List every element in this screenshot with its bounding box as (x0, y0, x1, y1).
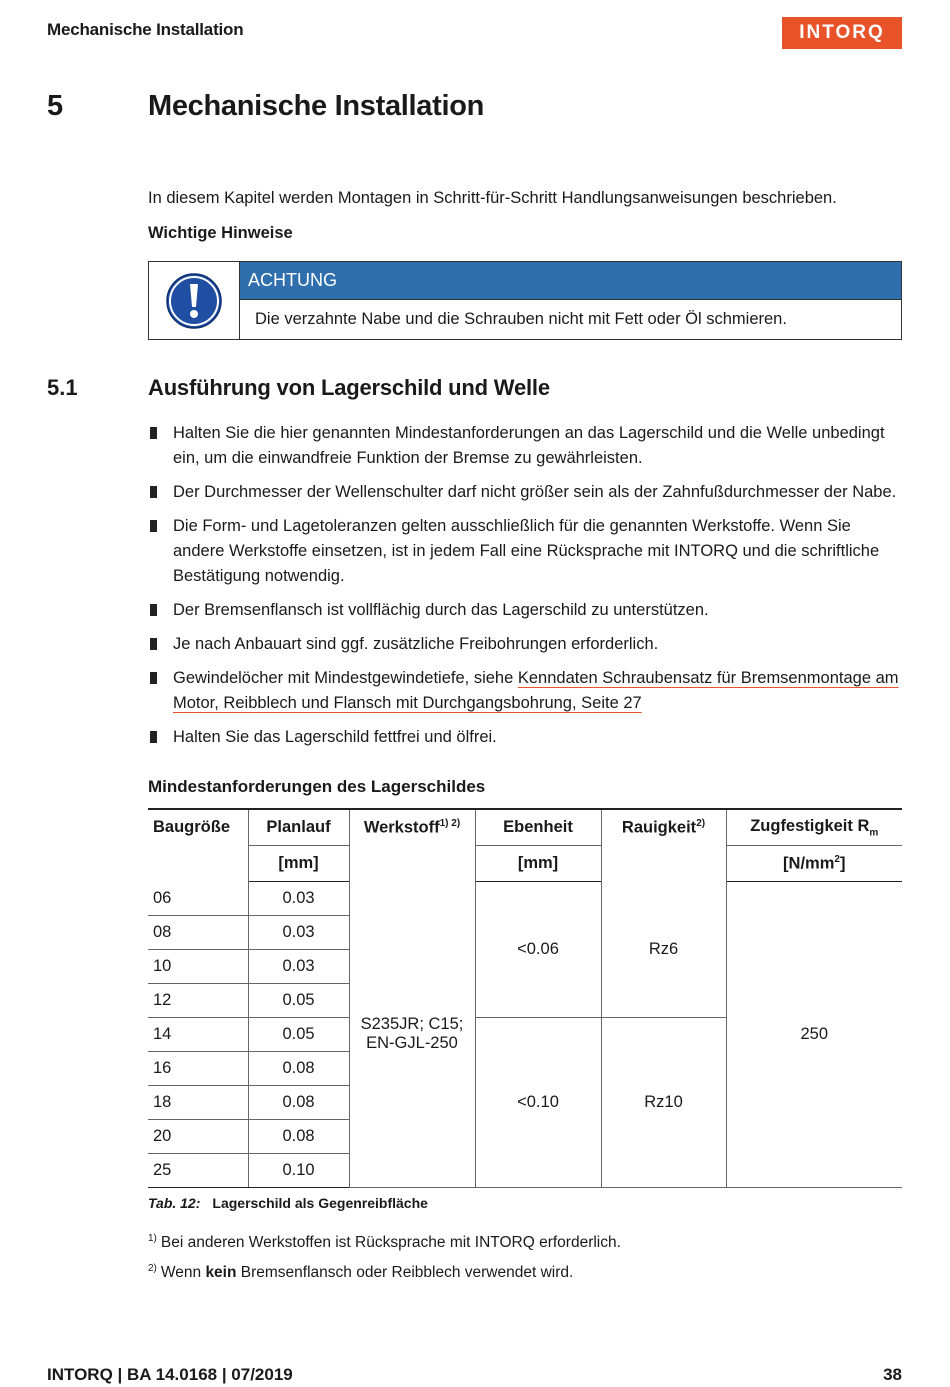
col-header-ebenheit: Ebenheit (475, 809, 601, 846)
footer-doc-info: INTORQ | BA 14.0168 | 07/2019 (47, 1365, 293, 1384)
unit-ebenheit: [mm] (475, 846, 601, 882)
notice-title: ACHTUNG (240, 262, 901, 300)
requirements-table (148, 808, 902, 1188)
cell-size: 08 (148, 916, 248, 950)
cell-planlauf: 0.08 (248, 1052, 349, 1086)
col-header-zugfestigkeit: Zugfestigkeit $R_m$ (726, 809, 902, 846)
cell-planlauf: 0.03 (248, 916, 349, 950)
cell-planlauf: 0.05 (248, 1018, 349, 1052)
bullet-square-icon (150, 731, 157, 743)
cell-size: 06 (148, 882, 248, 916)
bullet-square-icon (150, 638, 157, 650)
exclamation-mark-circle-icon (165, 272, 223, 330)
bullet-square-icon (150, 427, 157, 439)
intro-paragraph: In diesem Kapitel werden Montagen in Schritt-für-Schritt Handlungsanweisungen beschrieben. (148, 189, 837, 207)
col-header-baugroesse: Baugröße (148, 809, 248, 882)
cell-planlauf: 0.08 (248, 1120, 349, 1154)
cell-ebenheit-a: <0.06 (475, 882, 601, 1018)
list-item: Gewindelöcher mit Mindestgewindetiefe, siehe Kenndaten Schraubensatz für Bremsenmontage am Motor, Reibblech und Flansch mit Durchgangsbohrung, Seite 27 (148, 666, 902, 716)
cell-size: 12 (148, 984, 248, 1018)
bullet-square-icon (150, 672, 157, 684)
notice-text: Die verzahnte Nabe und die Schrauben nicht mit Fett oder Öl schmieren. (255, 310, 787, 328)
cell-planlauf: 0.03 (248, 950, 349, 984)
cell-size: 25 (148, 1154, 248, 1188)
section-number: 5.1 (47, 375, 78, 400)
footnote-1: $^{1)}$ Bei anderen Werkstoffen ist Rücksprache mit INTORQ erforderlich. (148, 1233, 621, 1251)
list-item: Halten Sie die hier genannten Mindestanforderungen an das Lagerschild und die Welle unbedingt ein, um die einwandfreie Funktion der Bremse zu gewährleisten. (148, 421, 902, 471)
bullet-square-icon (150, 520, 157, 532)
list-item: Je nach Anbauart sind ggf. zusätzliche Freibohrungen erforderlich. (148, 632, 902, 657)
notes-heading: Wichtige Hinweise (148, 224, 293, 242)
table-caption: Tab. 12: Lagerschild als Gegenreibfläche (148, 1195, 428, 1211)
chapter-title: Mechanische Installation (148, 90, 485, 122)
cell-size: 14 (148, 1018, 248, 1052)
cell-size: 20 (148, 1120, 248, 1154)
list-item: Halten Sie das Lagerschild fettfrei und ölfrei. (148, 725, 902, 750)
cell-size: 16 (148, 1052, 248, 1086)
page-number: 38 (883, 1365, 902, 1384)
cell-planlauf: 0.08 (248, 1086, 349, 1120)
col-header-planlauf: Planlauf (248, 809, 349, 846)
bullet-square-icon (150, 486, 157, 498)
col-header-rauigkeit: Rauigkeit$^{2)}$ (601, 809, 726, 882)
cell-planlauf: 0.05 (248, 984, 349, 1018)
cell-werkstoff: S235JR; C15; EN-GJL-250 (349, 882, 475, 1188)
cell-rauigkeit-b: Rz10 (601, 1018, 726, 1188)
section-title: Ausführung von Lagerschild und Welle (148, 375, 550, 400)
table-title: Mindestanforderungen des Lagerschildes (148, 777, 486, 796)
cross-reference-link[interactable]: Kenndaten Schraubensatz für Bremsenmontage am Motor, Reibblech und Flansch mit Durchgangsbohrung, Seite 27 (173, 669, 899, 712)
footnote-2: $^{2)}$ Wenn kein Bremsenflansch oder Reibblech verwendet wird. (148, 1263, 574, 1281)
cell-zugfestigkeit: 250 (726, 882, 902, 1188)
col-header-werkstoff: Werkstoff$^{1) 2)}$ (349, 809, 475, 882)
cell-rauigkeit-a: Rz6 (601, 882, 726, 1018)
table-row (148, 882, 902, 916)
list-item: Der Durchmesser der Wellenschulter darf nicht größer sein als der Zahnfußdurchmesser der Nabe. (148, 480, 902, 505)
cell-planlauf: 0.03 (248, 882, 349, 916)
chapter-number: 5 (47, 90, 64, 122)
notice-icon-cell (149, 262, 240, 339)
unit-zugfestigkeit: $[N/mm^2]$ (726, 846, 902, 882)
cell-size: 10 (148, 950, 248, 984)
cell-size: 18 (148, 1086, 248, 1120)
unit-planlauf: [mm] (248, 846, 349, 882)
list-item: Die Form- und Lagetoleranzen gelten ausschließlich für die genannten Werkstoffe. Wenn Sie andere Werkstoffe einsetzen, ist in jedem Fall eine Rücksprache mit INTORQ und die schriftliche Bestätigung notwendig. (148, 514, 902, 589)
intorq-logo: INTORQ (782, 17, 902, 49)
running-header: Mechanische Installation (47, 20, 244, 39)
list-item: Der Bremsenflansch ist vollflächig durch das Lagerschild zu unterstützen. (148, 598, 902, 623)
notice-box (148, 261, 902, 340)
requirements-list (148, 421, 902, 759)
cell-planlauf: 0.10 (248, 1154, 349, 1188)
cell-ebenheit-b: <0.10 (475, 1018, 601, 1188)
bullet-square-icon (150, 604, 157, 616)
